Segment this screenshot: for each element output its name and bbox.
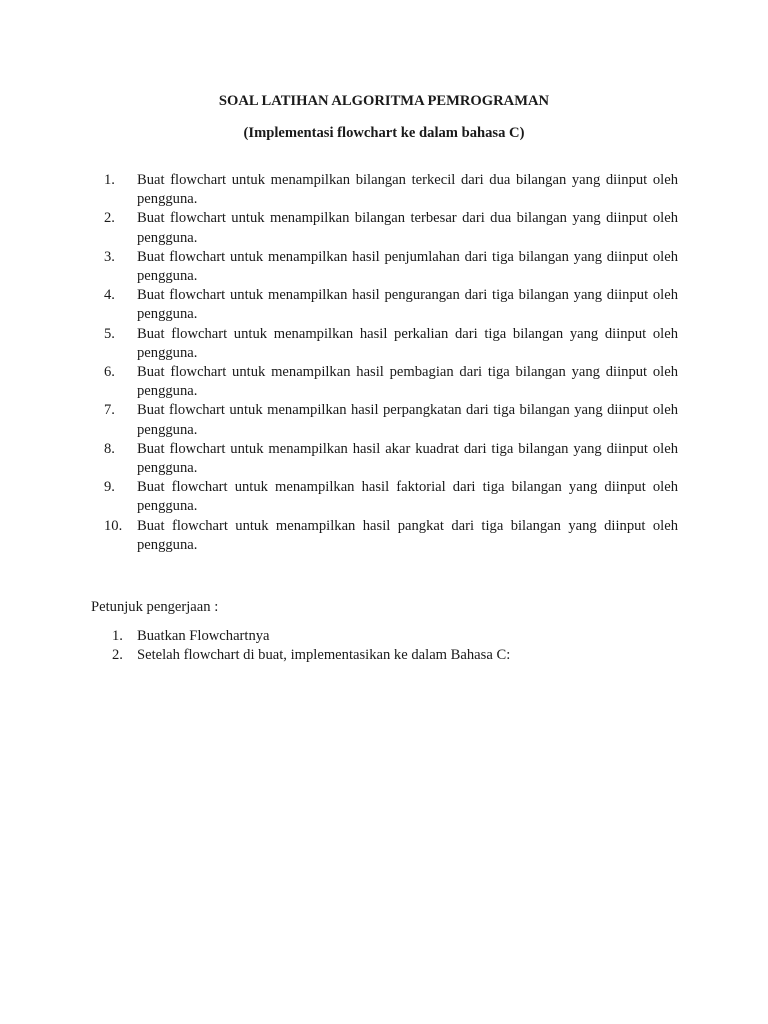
question-item: [0, 363, 678, 401]
question-number: 5.: [104, 325, 115, 342]
question-text: Buat flowchart untuk menampilkan bilangan terkecil dari dua bilangan yang diinput oleh pengguna.: [137, 172, 678, 208]
question-text: Buat flowchart untuk menampilkan hasil pembagian dari tiga bilangan yang diinput oleh pengguna.: [137, 364, 678, 400]
question-number: 9.: [104, 479, 115, 496]
question-number: 10.: [104, 517, 123, 534]
question-item: [0, 286, 678, 324]
step-number: 2.: [112, 647, 123, 664]
question-text: Buat flowchart untuk menampilkan hasil akar kuadrat dari tiga bilangan yang diinput oleh pengguna.: [137, 440, 678, 477]
question-text: Buat flowchart untuk menampilkan hasil pangkat dari tiga bilangan yang diinput oleh pengguna.: [137, 517, 678, 553]
document-subtitle: (Implementasi flowchart ke dalam bahasa C): [243, 125, 525, 141]
question-text: Buat flowchart untuk menampilkan hasil faktorial dari tiga bilangan yang diinput oleh pengguna.: [137, 479, 678, 515]
question-item: [0, 171, 678, 209]
question-number: 6.: [104, 364, 115, 381]
step-list: [0, 627, 768, 665]
instructions-label: Petunjuk pengerjaan :: [91, 599, 219, 615]
question-text: Buat flowchart untuk menampilkan hasil pengurangan dari tiga bilangan yang diinput oleh pengguna.: [137, 287, 678, 323]
question-item: [0, 401, 678, 439]
question-item: [0, 248, 678, 286]
question-item: [0, 517, 678, 555]
question-item: [0, 325, 678, 363]
step-number: 1.: [112, 628, 123, 644]
step-text: Setelah flowchart di buat, implementasikan ke dalam Bahasa C:: [137, 647, 511, 664]
question-number: 2.: [104, 210, 115, 227]
question-number: 3.: [104, 248, 115, 265]
question-list: [0, 171, 768, 555]
question-number: 8.: [104, 440, 115, 457]
question-text: Buat flowchart untuk menampilkan hasil penjumlahan dari tiga bilangan yang diinput oleh pengguna.: [137, 248, 678, 285]
step-item: [0, 627, 678, 646]
document-title: SOAL LATIHAN ALGORITMA PEMROGRAMAN: [218, 93, 550, 109]
question-number: 7.: [104, 402, 115, 419]
question-number: 4.: [104, 287, 115, 304]
question-text: Buat flowchart untuk menampilkan bilangan terbesar dari dua bilangan yang diinput oleh pengguna.: [137, 210, 678, 246]
step-item: [0, 646, 678, 665]
question-item: [0, 440, 678, 478]
question-text: Buat flowchart untuk menampilkan hasil perpangkatan dari tiga bilangan yang diinput oleh pengguna.: [137, 402, 678, 438]
question-item: [0, 209, 678, 247]
question-number: 1.: [104, 172, 115, 188]
question-item: [0, 478, 678, 516]
question-text: Buat flowchart untuk menampilkan hasil perkalian dari tiga bilangan yang diinput oleh pengguna.: [137, 325, 678, 361]
step-text: Buatkan Flowchartnya: [137, 628, 270, 644]
